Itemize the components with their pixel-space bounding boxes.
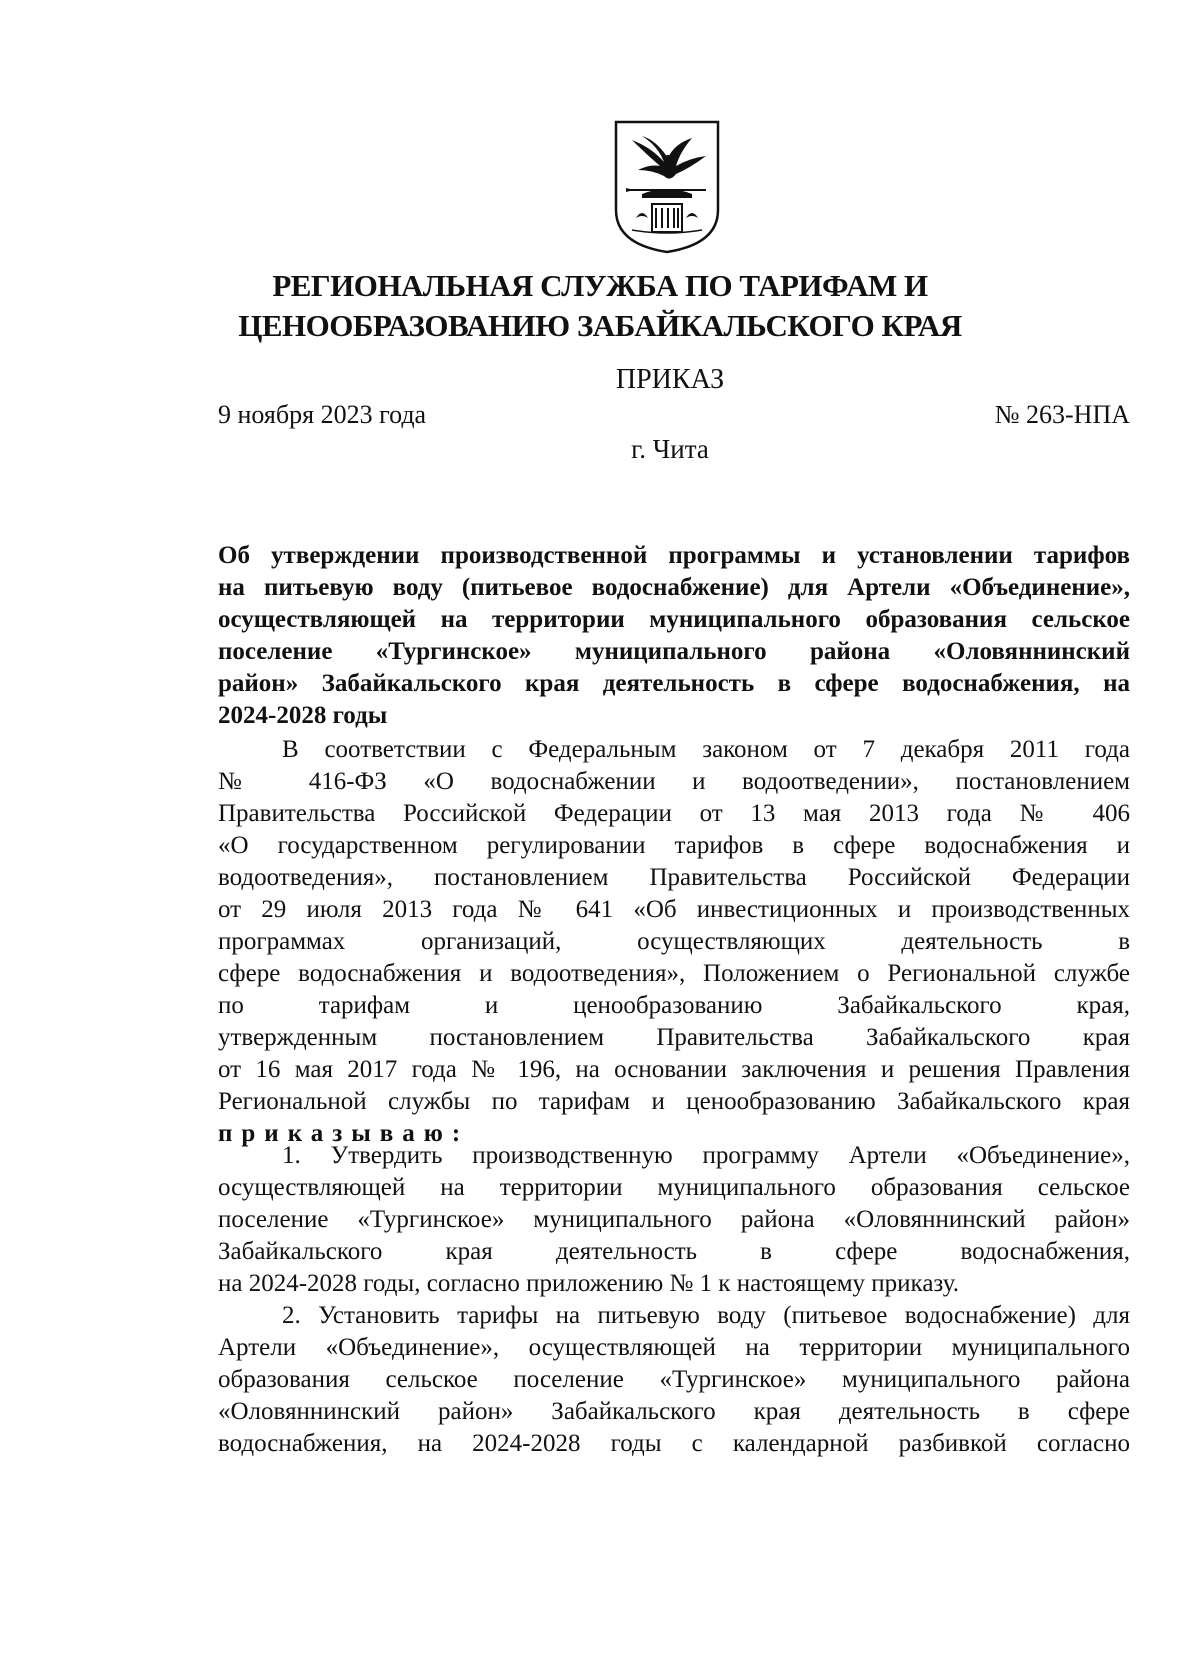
coat-of-arms-emblem <box>612 118 722 254</box>
item-2-line: водоснабжения, на 2024-2028 годы с календарной разбивкой согласно <box>218 1430 1130 1457</box>
item-2-line: «Оловяннинский район» Забайкальского края деятельность в сфере <box>218 1398 1130 1425</box>
title-line: 2024-2028 годы <box>218 702 388 729</box>
organization-name-line-1: РЕГИОНАЛЬНАЯ СЛУЖБА ПО ТАРИФАМ И <box>272 268 928 303</box>
item-2-line: Артели «Объединение», осуществляющей на территории муниципального <box>218 1334 1130 1361</box>
item-1-paragraph <box>218 1140 1130 1300</box>
title-line: поселение «Тургинское» муниципального района «Оловяннинский <box>218 638 1130 665</box>
title-line: на питьевую воду (питьевое водоснабжение) для Артели «Объединение», <box>218 574 1130 601</box>
title-line: район» Забайкальского края деятельность в сфере водоснабжения, на <box>218 670 1130 697</box>
preamble-line: программах организаций, осуществляющих деятельность в <box>218 928 1130 955</box>
item-2-line: образования сельское поселение «Тургинское» муниципального района <box>218 1366 1130 1393</box>
item-2-line: 2. Установить тарифы на питьевую воду (питьевое водоснабжение) для <box>282 1302 1130 1329</box>
preamble-line: от 16 мая 2017 года № 196, на основании заключения и решения Правления <box>218 1056 1130 1083</box>
item-1-line: 1. Утвердить производственную программу Артели «Объединение», <box>282 1142 1130 1169</box>
title-line: Об утверждении производственной программы и установлении тарифов <box>218 542 1130 569</box>
preamble-line: утвержденным постановлением Правительства Забайкальского края <box>218 1024 1130 1051</box>
document-date: 9 ноября 2023 года <box>218 400 427 429</box>
preamble-line: сфере водоснабжения и водоотведения», Положением о Региональной службе <box>218 960 1130 987</box>
title-line: осуществляющей на территории муниципального образования сельское <box>218 606 1130 633</box>
organization-name-line-2: ЦЕНООБРАЗОВАНИЮ ЗАБАЙКАЛЬСКОГО КРАЯ <box>238 308 962 343</box>
preamble-line: «О государственном регулировании тарифов в сфере водоснабжения и <box>218 832 1130 859</box>
preamble-line: Правительства Российской Федерации от 13 мая 2013 года № 406 <box>218 800 1130 827</box>
order-word: приказываю: <box>218 1120 470 1147</box>
organization-name <box>150 266 1050 346</box>
item-1-line: поселение «Тургинское» муниципального района «Оловяннинский район» <box>218 1206 1130 1233</box>
document-type: ПРИКАЗ <box>615 364 725 395</box>
document-city: г. Чита <box>631 434 709 464</box>
preamble-line: водоотведения», постановлением Правительства Российской Федерации <box>218 864 1130 891</box>
item-2-paragraph <box>218 1300 1130 1460</box>
item-1-line: осуществляющей на территории муниципального образования сельское <box>218 1174 1130 1201</box>
preamble-line: по тарифам и ценообразованию Забайкальского края, <box>218 992 1130 1019</box>
preamble-line: № 416-ФЗ «О водоснабжении и водоотведении», постановлением <box>218 768 1130 795</box>
preamble-paragraph <box>218 734 1130 1150</box>
document-number: № 263-НПА <box>994 400 1130 429</box>
preamble-line: от 29 июля 2013 года № 641 «Об инвестиционных и производственных <box>218 896 1130 923</box>
preamble-line: Региональной службы по тарифам и ценообразованию Забайкальского края <box>218 1088 1130 1115</box>
preamble-line: В соответствии с Федеральным законом от 7 декабря 2011 года <box>282 736 1130 763</box>
document-title <box>218 540 1130 732</box>
item-1-line: Забайкальского края деятельность в сфере водоснабжения, <box>218 1238 1130 1265</box>
item-1-line: на 2024-2028 годы, согласно приложению № 1 к настоящему приказу. <box>218 1270 960 1297</box>
